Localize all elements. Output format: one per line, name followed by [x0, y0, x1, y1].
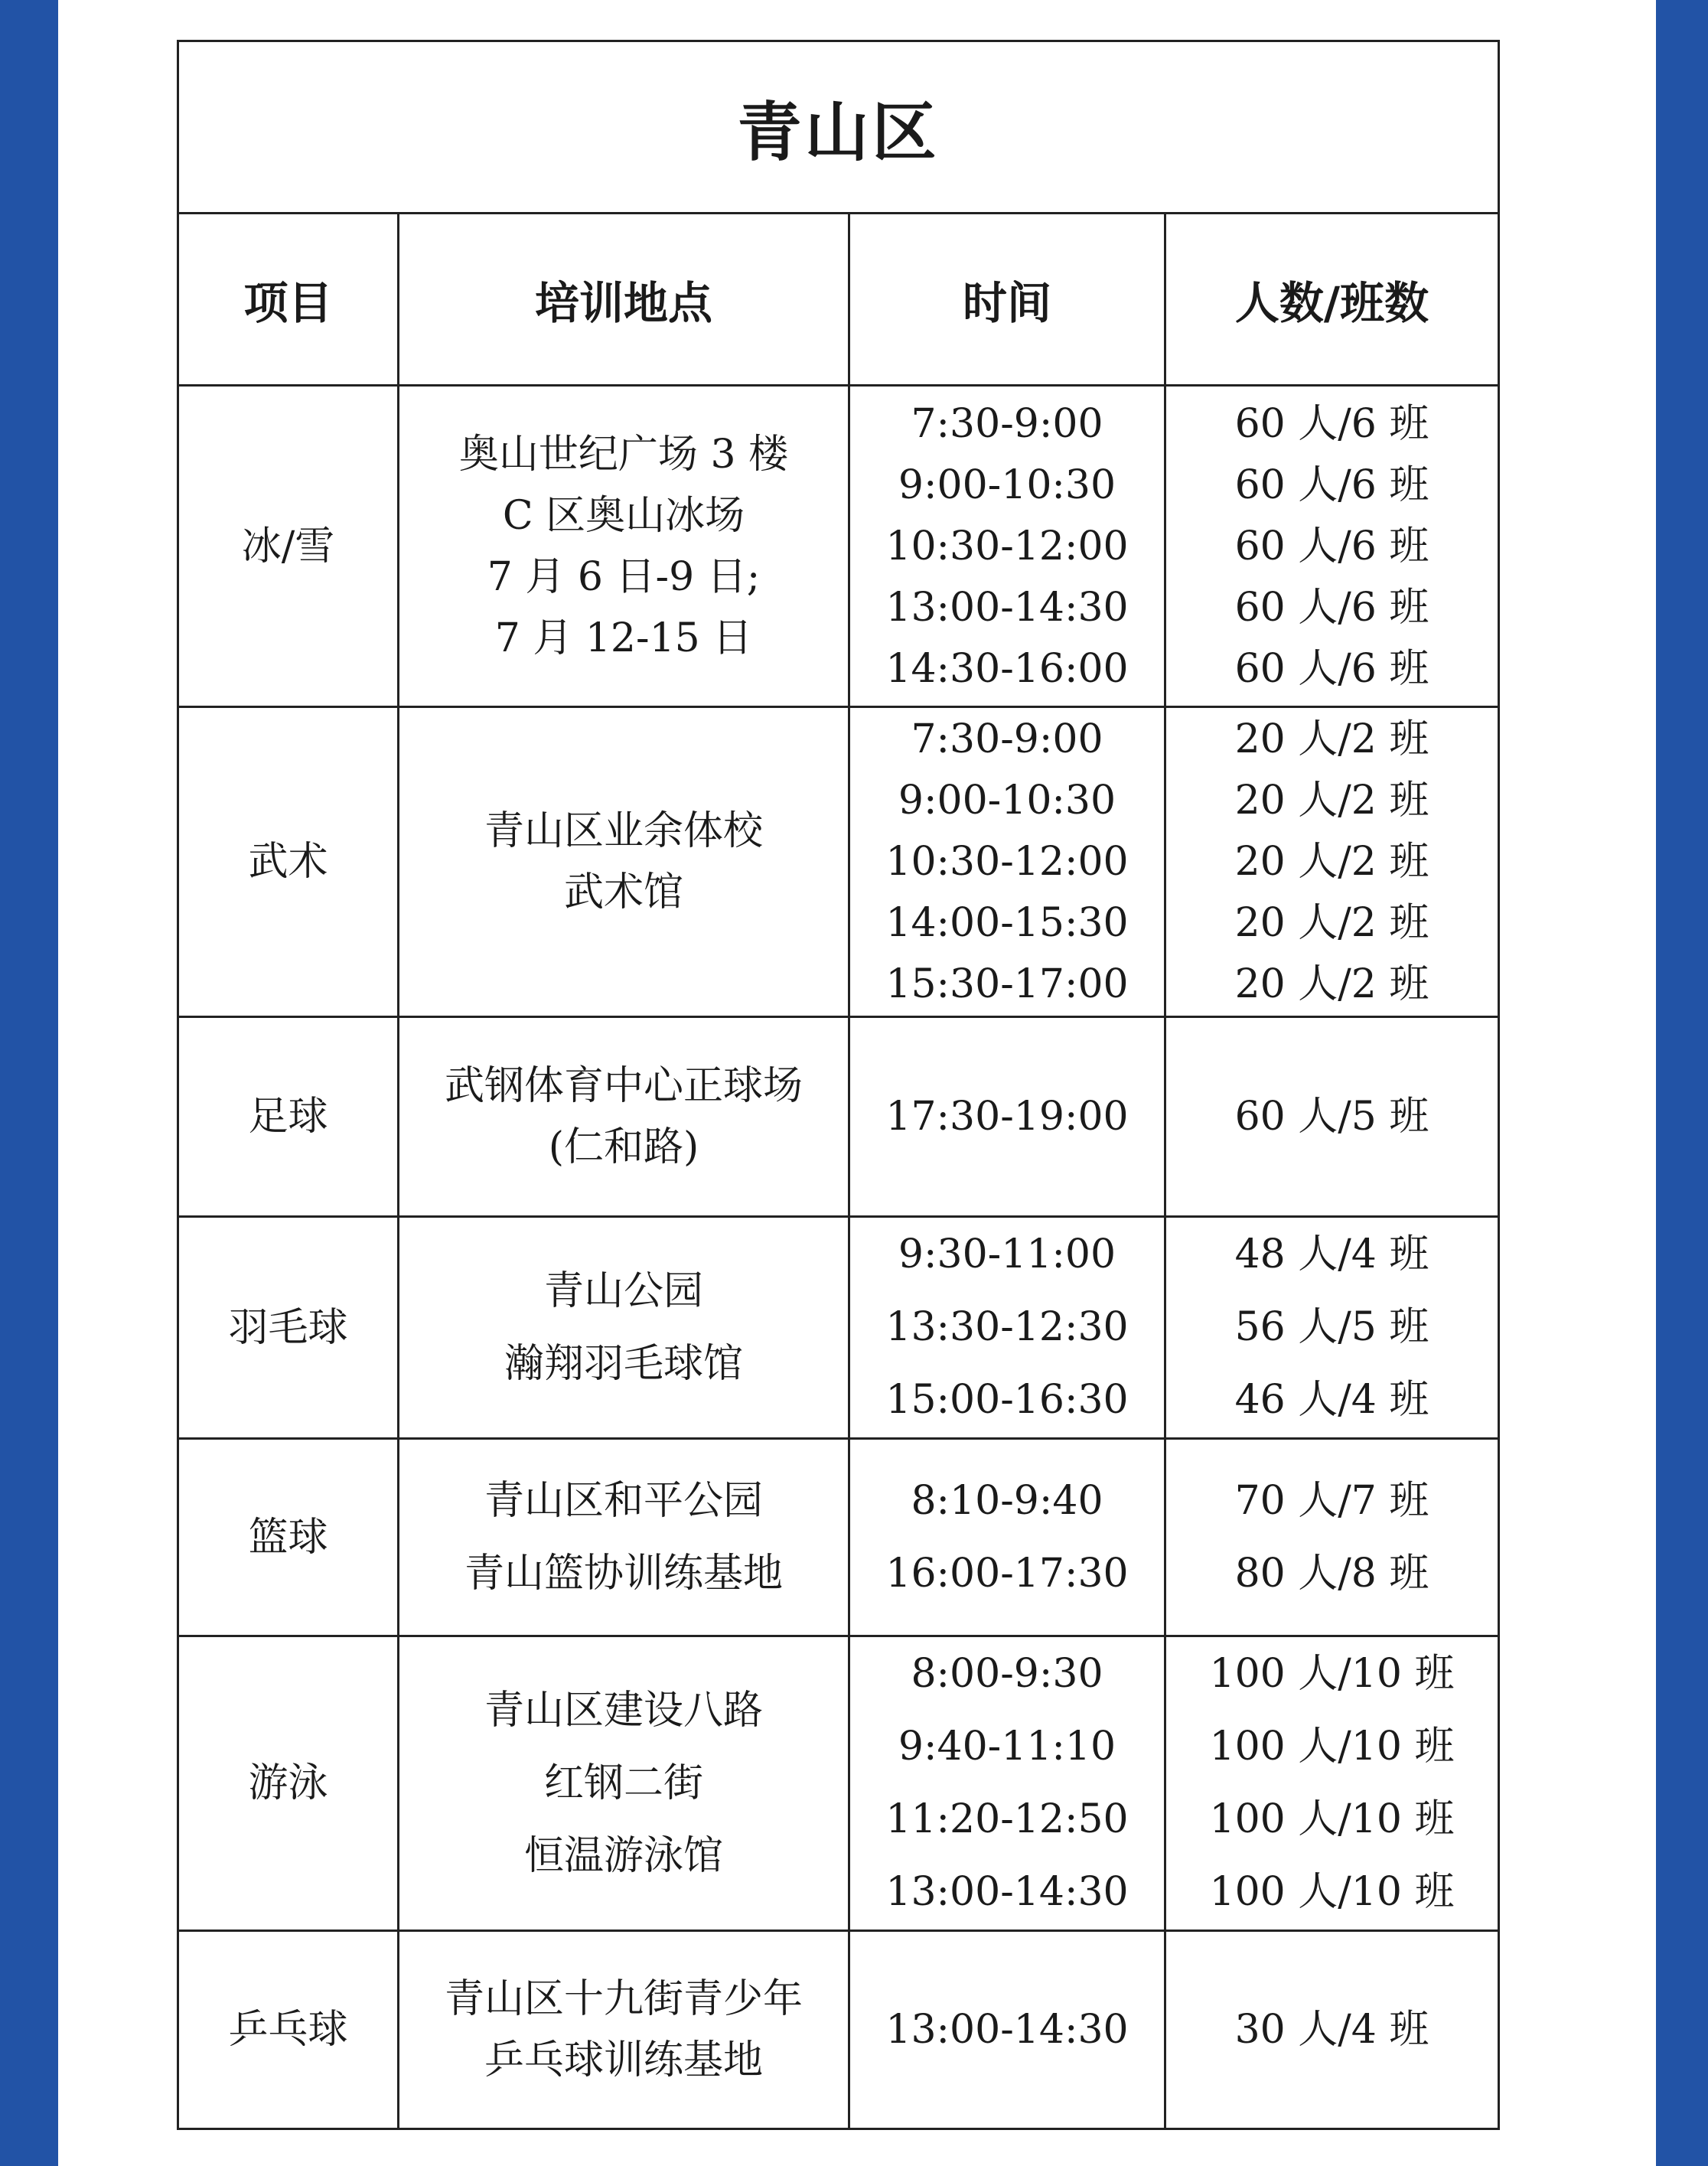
capacity-cell-line: 56 人/5 班: [1234, 1304, 1429, 1350]
capacity-cell: [1165, 707, 1499, 1017]
location-cell-line: 武钢体育中心正球场: [444, 1063, 803, 1109]
location-cell-line: C 区奥山冰场: [502, 492, 745, 539]
sport-cell: 武术: [178, 707, 399, 1017]
time-cell: [849, 1017, 1165, 1217]
time-cell-line: 9:00-10:30: [898, 462, 1116, 508]
sport-cell: 乒乓球: [178, 1931, 399, 2129]
location-cell-line: 青山区建设八路: [484, 1687, 763, 1734]
time-cell-line: 16:00-17:30: [885, 1550, 1129, 1597]
capacity-cell-line: 100 人/10 班: [1209, 1651, 1455, 1697]
location-cell: [399, 1017, 849, 1217]
time-cell-line: 8:10-9:40: [911, 1477, 1103, 1524]
district-title: 青山区: [178, 41, 1499, 214]
table-row: [178, 1217, 1499, 1439]
title-row: [178, 41, 1499, 214]
sport-cell: 游泳: [178, 1636, 399, 1931]
capacity-cell-line: 60 人/6 班: [1234, 523, 1429, 569]
header-row: [178, 214, 1499, 386]
time-cell: [849, 1217, 1165, 1439]
location-cell-line: 青山公园: [543, 1267, 703, 1314]
time-cell-line: 8:00-9:30: [911, 1651, 1103, 1697]
time-cell-line: 15:00-16:30: [885, 1377, 1129, 1423]
location-cell-line: (仁和路): [548, 1124, 699, 1170]
header-location: 培训地点: [399, 214, 849, 386]
capacity-cell-line: 100 人/10 班: [1209, 1796, 1455, 1842]
sport-cell: 羽毛球: [178, 1217, 399, 1439]
table-row: [178, 707, 1499, 1017]
location-cell-line: 7 月 12-15 日: [494, 615, 753, 661]
time-cell-line: 13:30-12:30: [885, 1304, 1129, 1350]
location-cell-line: 乒乓球训练基地: [484, 2037, 763, 2083]
location-cell-line: 青山篮协训练基地: [464, 1550, 783, 1597]
capacity-cell-line: 20 人/2 班: [1234, 900, 1429, 946]
time-cell-line: 17:30-19:00: [885, 1094, 1129, 1140]
table-row: [178, 1636, 1499, 1931]
location-cell-line: 恒温游泳馆: [523, 1832, 723, 1879]
time-cell-line: 9:30-11:00: [898, 1231, 1116, 1277]
capacity-cell-line: 46 人/4 班: [1234, 1377, 1429, 1423]
capacity-cell-line: 20 人/2 班: [1234, 961, 1429, 1007]
location-cell-line: 红钢二街: [543, 1760, 703, 1806]
location-cell-line: 青山区和平公园: [484, 1477, 763, 1524]
location-cell-line: 青山区业余体校: [484, 808, 763, 854]
sport-cell: 冰/雪: [178, 386, 399, 707]
header-capacity: 人数/班数: [1165, 214, 1499, 386]
time-cell-line: 13:00-14:30: [885, 584, 1129, 631]
location-cell: [399, 707, 849, 1017]
time-cell-line: 14:30-16:00: [885, 645, 1129, 692]
capacity-cell: [1165, 1439, 1499, 1636]
sport-cell: 足球: [178, 1017, 399, 1217]
capacity-cell-line: 48 人/4 班: [1234, 1231, 1429, 1277]
time-cell: [849, 707, 1165, 1017]
table-row: [178, 1931, 1499, 2129]
table-row: [178, 1017, 1499, 1217]
location-cell-line: 武术馆: [563, 869, 683, 915]
capacity-cell-line: 30 人/4 班: [1234, 2007, 1429, 2053]
header-sport: 项目: [178, 214, 399, 386]
capacity-cell-line: 80 人/8 班: [1234, 1550, 1429, 1597]
capacity-cell-line: 20 人/2 班: [1234, 839, 1429, 885]
location-cell-line: 青山区十九街青少年: [444, 1976, 803, 2022]
capacity-cell: [1165, 386, 1499, 707]
capacity-cell: [1165, 1017, 1499, 1217]
capacity-cell: [1165, 1931, 1499, 2129]
location-cell-line: 7 月 6 日-9 日;: [487, 553, 761, 600]
capacity-cell-line: 20 人/2 班: [1234, 778, 1429, 824]
location-cell: [399, 1217, 849, 1439]
capacity-cell: [1165, 1636, 1499, 1931]
capacity-cell-line: 20 人/2 班: [1234, 716, 1429, 762]
time-cell-line: 13:00-14:30: [885, 1869, 1129, 1915]
time-cell: [849, 386, 1165, 707]
location-cell-line: 奥山世纪广场 3 楼: [458, 431, 789, 478]
left-border-bar: [0, 0, 58, 2166]
time-cell-line: 7:30-9:00: [911, 400, 1103, 447]
capacity-cell-line: 70 人/7 班: [1234, 1477, 1429, 1524]
capacity-cell: [1165, 1217, 1499, 1439]
location-cell: [399, 1931, 849, 2129]
right-border-bar: [1656, 0, 1708, 2166]
time-cell-line: 13:00-14:30: [885, 2007, 1129, 2053]
time-cell-line: 10:30-12:00: [885, 839, 1129, 885]
time-cell: [849, 1636, 1165, 1931]
location-cell: [399, 1439, 849, 1636]
capacity-cell-line: 60 人/6 班: [1234, 645, 1429, 692]
capacity-cell-line: 60 人/5 班: [1234, 1094, 1429, 1140]
header-time: 时间: [849, 214, 1165, 386]
capacity-cell-line: 60 人/6 班: [1234, 462, 1429, 508]
table-row: [178, 1439, 1499, 1636]
training-schedule-table: [177, 40, 1500, 2130]
time-cell: [849, 1439, 1165, 1636]
table-row: [178, 386, 1499, 707]
time-cell-line: 11:20-12:50: [885, 1796, 1129, 1842]
time-cell-line: 10:30-12:00: [885, 523, 1129, 569]
time-cell: [849, 1931, 1165, 2129]
capacity-cell-line: 60 人/6 班: [1234, 584, 1429, 631]
time-cell-line: 14:00-15:30: [885, 900, 1129, 946]
time-cell-line: 9:00-10:30: [898, 778, 1116, 824]
time-cell-line: 15:30-17:00: [885, 961, 1129, 1007]
location-cell-line: 瀚翔羽毛球馆: [504, 1340, 743, 1387]
capacity-cell-line: 100 人/10 班: [1209, 1724, 1455, 1770]
time-cell-line: 9:40-11:10: [898, 1724, 1116, 1770]
capacity-cell-line: 100 人/10 班: [1209, 1869, 1455, 1915]
capacity-cell-line: 60 人/6 班: [1234, 400, 1429, 447]
sport-cell: 篮球: [178, 1439, 399, 1636]
location-cell: [399, 386, 849, 707]
location-cell: [399, 1636, 849, 1931]
time-cell-line: 7:30-9:00: [911, 716, 1103, 762]
